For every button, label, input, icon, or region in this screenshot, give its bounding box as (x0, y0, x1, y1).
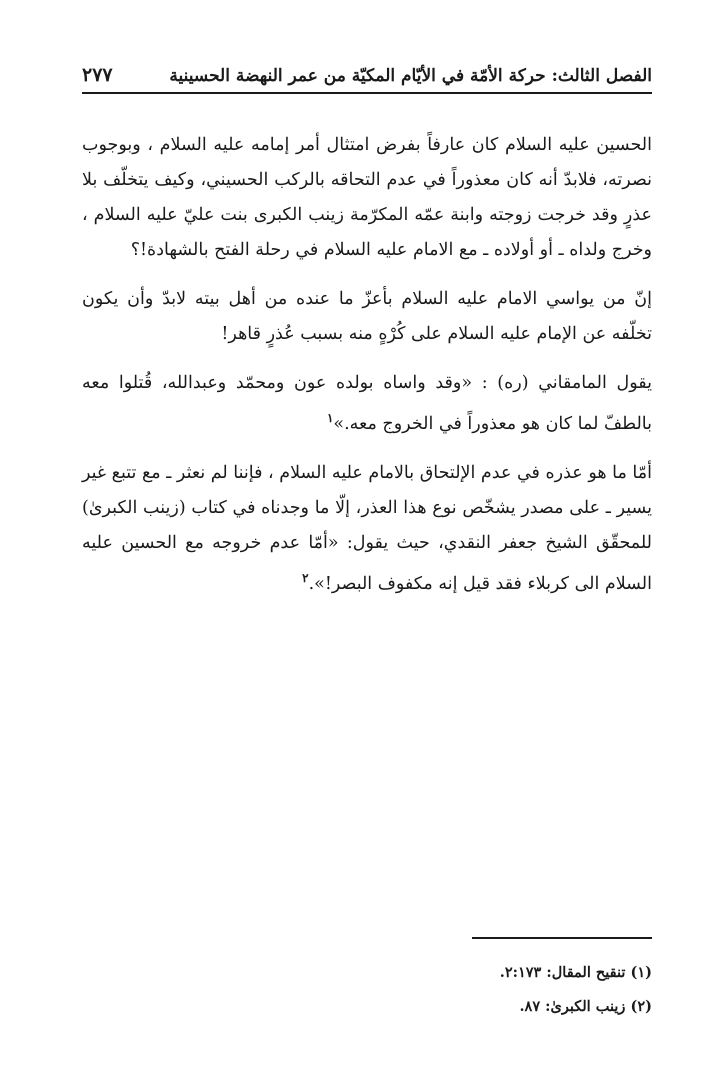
paragraph-4: أمّا ما هو عذره في عدم الإلتحاق بالامام عليه السلام ، فإننا لم نعثر ـ مع تتبع غير يسير ـ على مصدر يشخّص نوع هذا العذر، إلّا ما وجدناه في كتاب (زينب الكبرىٰ) للمحقّق الشيخ جعفر النقدي، حيث يقول: «أمّا عدم خروجه مع الحسين عليه السلام الى كربلاء فقد قيل إنه مكفوف البصر!».$^٢$ (82, 462, 652, 594)
page-number: ٢٧٧ (82, 64, 113, 86)
footnote-ref-2: ٢ (302, 570, 309, 585)
paragraph-2: إنّ من يواسي الامام عليه السلام بأعزّ ما عنده من أهل بيته لابدّ وأن يكون تخلّفه عن الإمام عليه السلام على كُرْهٍ منه بسبب عُذرٍ قاهر! (82, 289, 652, 344)
running-header (82, 56, 652, 86)
footnote-divider (472, 937, 652, 939)
body-text (82, 128, 652, 616)
footnote-ref-1: ١ (326, 411, 334, 425)
footnote-2: (٢) زينب الكبرىٰ: ٨٧. (519, 998, 652, 1015)
chapter-title: الفصل الثالث: حركة الأمّة في الأيّام المكيّة من عمر النهضة الحسينية (169, 66, 652, 86)
paragraph-3: يقول المامقاني (ره) : «وقد واساه بولده عون ومحمّد وعبدالله، قُتلوا معه بالطفّ لما كان هو معذوراً في الخروج معه.»$^١$ (82, 373, 652, 434)
footnote-1: (١) تنقيح المقال: ٢:١٧٣. (499, 964, 652, 981)
footnotes (82, 958, 652, 1026)
paragraph-1: الحسين عليه السلام كان عارفاً بفرض امتثال أمر إمامه عليه السلام ، وبوجوب نصرته، فلابدّ أنه كان معذوراً في عدم التحاقه بالركب الحسيني، وكيف يتخلّف بلا عذرٍ وقد خرجت زوجته وابنة عمّه المكرّمة زينب الكبرى بنت عليّ عليه السلام ، وخرج ولداه ـ أو أولاده ـ مع الامام عليه السلام في رحلة الفتح بالشهادة!؟ (82, 135, 652, 260)
header-divider (82, 92, 652, 94)
